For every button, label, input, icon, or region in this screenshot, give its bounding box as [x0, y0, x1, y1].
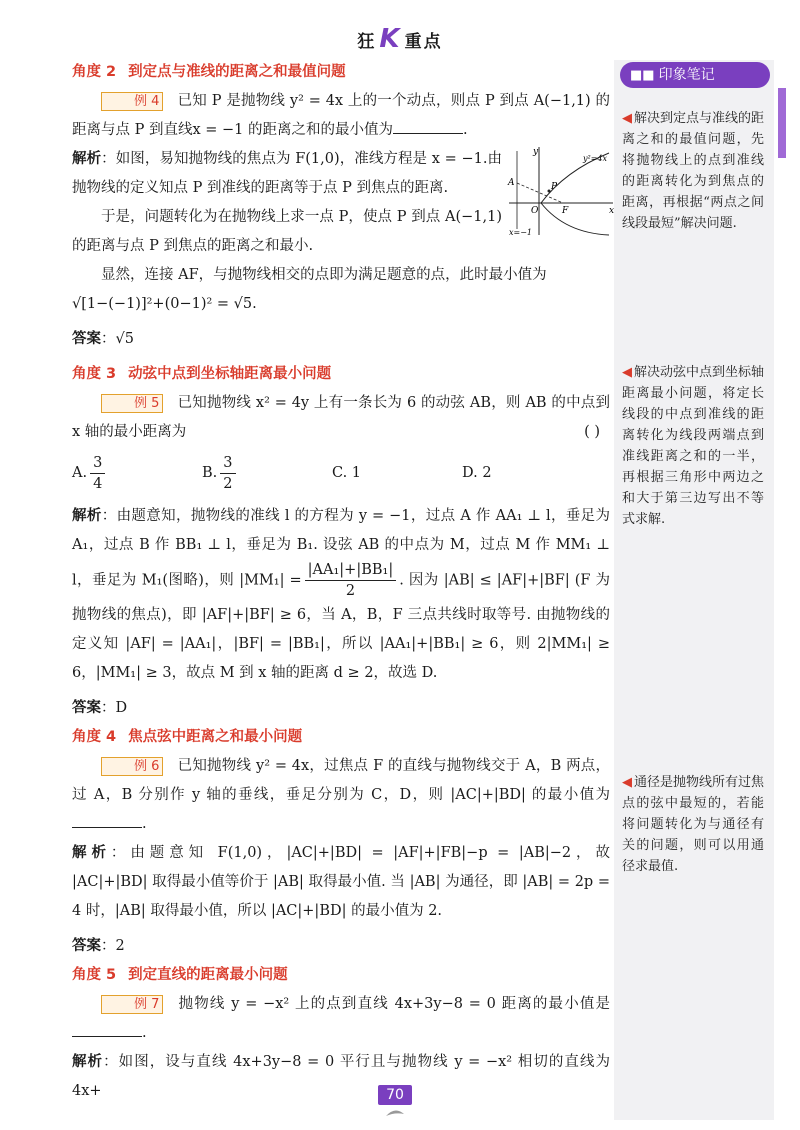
example-question: 例 7 抛物线 y = −x² 上的点到直线 4x+3y−8 = 0 距离的最小值是.: [72, 990, 610, 1048]
notes-title: 印象笔记: [658, 67, 715, 83]
option-c: C. 1: [332, 465, 362, 481]
example-tag: 例 7: [101, 995, 163, 1014]
notes-header: [620, 62, 770, 88]
example-tag: 例 4: [101, 92, 163, 111]
fig-y-label: y: [533, 147, 539, 157]
option-a: A. $\frac{3}{4}$: [72, 453, 202, 494]
page-header: [0, 24, 800, 54]
fig-directrix-label: x=−1: [509, 228, 533, 237]
answer-line: 答案：2: [72, 938, 125, 954]
answer-line: 答案：√5: [72, 331, 134, 347]
solution-text: 解析：如图，易知抛物线的焦点为 F(1,0)，准线方程是 x = −1.由抛物线的定义知点 P 到准线的距离等于点 P 到焦点的距离.: [72, 151, 502, 196]
triangle-icon: ◀: [622, 775, 632, 790]
fig-origin-label: O: [531, 206, 539, 216]
book-icon: ■■: [630, 68, 655, 83]
header-left: 狂: [357, 32, 377, 52]
angle-heading: 角度 4 焦点弦中距离之和最小问题: [72, 729, 303, 745]
angle-heading: 角度 3 动弦中点到坐标轴距离最小问题: [72, 366, 332, 382]
answer-blank: [72, 813, 142, 828]
answer-blank: [72, 1022, 142, 1037]
solution-text: 解析：如图，设与直线 4x+3y−8 = 0 平行且与抛物线 y = −x² 相切的直线为 4x+: [72, 1054, 611, 1099]
answer-line: 答案：D: [72, 700, 128, 716]
solution-text: 解析：由题意知 F(1,0)，|AC|+|BD| = |AF|+|FB|−p = |AB|−2，故 |AC|+|BD| 取得最小值等价于 |AB| 取得最小值. 当 |AB| 为通径，即 |AB| = 2p = 4 时，|AB| 取得最小值，所以 |AC|+|BD| 的最小值为 2.: [72, 845, 611, 919]
fig-x-label: x: [609, 206, 615, 216]
example-question: 例 6 已知抛物线 y² = 4x，过焦点 F 的直线与抛物线交于 A，B 两点，过 A，B 分别作 y 轴的垂线，垂足分别为 C，D，则 |AC|+|BD| 的最小值为.: [72, 758, 610, 832]
page-number: 70: [378, 1085, 412, 1105]
option-b: B. $\frac{3}{2}$: [202, 453, 332, 494]
options-row: [72, 453, 610, 494]
solution-text: 解析：由题意知，抛物线的准线 l 的方程为 y = −1，过点 A 作 AA₁ ⊥ l，垂足为 A₁，过点 B 作 BB₁ ⊥ l，垂足为 B₁. 设弦 AB 的中点为 M，过点 M 作 MM₁ ⊥ l，垂足为 M₁(图略)，则 |MM₁| = $\frac{\text{|AA₁|+|BB₁|}}{2}$ . 因为 |AB| ≤ |AF|+|BF| (F 为抛物线的焦点)，即 |AF|+|BF| ≥ 6，当 A，B，F 三点共线时取等号. 由抛物线的定义知 |AF| = |AA₁|，|BF| = |BB₁|，所以 |AA₁|+|BB₁| ≥ 6，则 2|MM₁| ≥ 6，|MM₁| ≥ 3，故点 M 到 x 轴的距离 d ≥ 2，故选 D.: [72, 508, 611, 681]
answer-blank: [393, 119, 463, 134]
solution-text: 于是，问题转化为在抛物线上求一点 P，使点 P 到点 A(−1,1)的距离与点 P 到焦点的距离之和最小.: [72, 209, 502, 254]
triangle-icon: ◀: [622, 111, 632, 126]
solution-text: 显然，连接 AF，与抛物线相交的点即为满足题意的点，此时最小值为: [101, 267, 547, 283]
side-note-3: ◀ 通径是抛物线所有过焦点的弦中最短的，若能将问题转化为与通径有关的问题，则可以用通径求最值.: [622, 775, 765, 874]
header-k-logo: K: [379, 24, 402, 54]
side-note-2: ◀ 解决动弦中点到坐标轴距离最小问题，将定长线段的中点到准线的距离转化为线段两端点到准线距离之和的一半，再根据三角形中两边之和大于第三边写出不等式求解.: [622, 365, 765, 527]
fig-equation: y²=4x: [583, 154, 608, 163]
side-note-1: ◀ 解决到定点与准线的距离之和的最值问题，先将抛物线上的点到准线的距离转化为到焦点的距离，再根据“两点之间线段最短”解决问题.: [622, 111, 765, 231]
header-right: 重点: [404, 32, 443, 52]
fig-f-label: F: [562, 206, 569, 216]
triangle-icon: ◀: [622, 365, 632, 380]
sidebar-edge-bar: [778, 88, 786, 158]
option-d: D. 2: [462, 465, 492, 481]
leaf-icon: [384, 1108, 406, 1118]
solution-formula: √[1−(−1)]²+(0−1)² = √5.: [72, 296, 257, 312]
example-question: 例 5 已知抛物线 x² = 4y 上有一条长为 6 的动弦 AB，则 AB 的中点到 x 轴的最小距离为 ( ): [72, 389, 610, 447]
fig-p-label: P: [551, 182, 558, 192]
example-tag: 例 5: [101, 394, 163, 413]
angle-heading: 角度 2 到定点与准线的距离之和最值问题: [72, 64, 346, 80]
angle-heading: 角度 5 到定直线的距离最小问题: [72, 967, 288, 983]
answer-parentheses: ( ): [584, 424, 600, 440]
example-question: 例 4 已知 P 是抛物线 y² = 4x 上的一个动点，则点 P 到点 A(−1,1) 的距离与点 P 到直线x = −1 的距离之和的最小值为 .: [72, 93, 610, 138]
example-tag: 例 6: [101, 757, 163, 776]
fig-a-label: A: [508, 178, 515, 188]
main-content: [72, 58, 610, 1106]
